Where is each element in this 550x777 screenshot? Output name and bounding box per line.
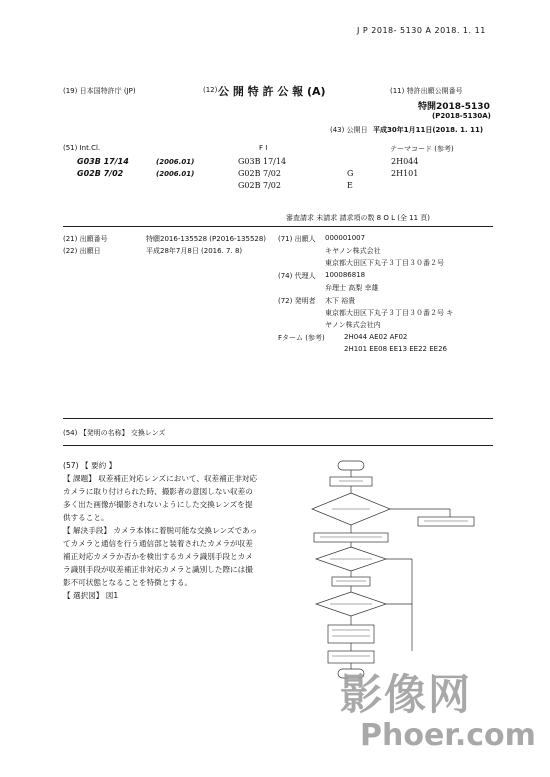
intcl-code: G03B 17/14: [77, 157, 129, 166]
publication-number-alt: (P2018-5130A): [432, 112, 491, 120]
flowchart-step: [314, 533, 388, 542]
abstract-line: 補正対応カメラか否かを検出するカメラ識別手段とカメ: [63, 552, 253, 561]
examination-status: 審査請求 未請求 請求項の数 8 O L (全 11 頁): [286, 214, 431, 222]
divider: [63, 226, 493, 227]
inventor-label: (72) 発明者: [278, 297, 316, 305]
publication-date: 平成30年1月11日(2018. 1. 11): [373, 126, 484, 134]
flowchart-step: [332, 577, 370, 586]
agent-id: 100086818: [325, 271, 366, 279]
fi-code: G02B 7/02: [238, 169, 281, 178]
abstract-line: 【 解決手段】 カメラ本体に着脱可能な交換レンズであっ: [63, 526, 258, 535]
inventor-address-cont: ヤノン株式会社内: [325, 321, 381, 329]
theme-code: 2H044: [391, 157, 419, 166]
f-term-line: 2H044 AE02 AF02: [344, 333, 408, 341]
intcl-version: (2006.01): [156, 170, 195, 178]
divider: [63, 418, 493, 419]
abstract-line: カメラに取り付けられた時、撮影者の意図しない収差の: [63, 487, 253, 496]
filing-date: 平成28年7月8日 (2016. 7. 8): [146, 247, 243, 255]
abstract-line: 【 課題】 収差補正対応レンズにおいて、収差補正非対応: [63, 474, 258, 483]
divider: [63, 445, 493, 446]
fi-code: G03B 17/14: [238, 157, 287, 166]
abstract-heading: (57) 【 要約 】: [63, 461, 117, 470]
flowchart-step: [418, 517, 474, 526]
intcl-code: G02B 7/02: [77, 169, 124, 178]
inventor-address: 東京都大田区下丸子３丁目３０番２号 キ: [325, 309, 454, 317]
applicant-id: 000001007: [325, 234, 366, 242]
fi-suffix: E: [347, 181, 353, 190]
fi-suffix: G: [347, 169, 354, 178]
inventor-name: 木下 裕貴: [325, 297, 356, 305]
theme-code: 2H101: [391, 169, 419, 178]
invention-title: (54) 【発明の名称】 交換レンズ: [63, 429, 166, 437]
abstract-line: 供すること。: [63, 513, 109, 522]
f-term-label: Fターム (参考): [278, 334, 325, 342]
agent-name: 弁理士 高梨 幸雄: [325, 284, 379, 292]
publication-number-label: (11) 特許出願公開番号: [390, 87, 463, 95]
abstract-line: 【 選択図】 図1: [63, 591, 119, 600]
applicant-name: キヤノン株式会社: [325, 247, 381, 255]
abstract-line: 多く出た画像が撮影されないようにした交換レンズを提: [63, 500, 253, 509]
document-reference: J P 2018- 5130 A 2018. 1. 11: [357, 26, 486, 35]
flowchart-step: [328, 625, 374, 643]
flowchart-figure: [300, 455, 490, 695]
abstract-line: ラ識別手段が収差補正非対応カメラと識別した際には撮: [63, 565, 253, 574]
f-term-line: 2H101 EE08 EE13 EE22 EE26: [344, 345, 447, 353]
abstract-line: てカメラと通信を行う通信部と装着されたカメラが収差: [63, 539, 253, 548]
patent-office: (19) 日本国特許庁 (JP): [63, 87, 136, 95]
intcl-label: (51) Int.Cl.: [63, 144, 101, 152]
abstract-line: 影不可状態となることを特徴とする。: [63, 578, 193, 587]
theme-code-label: テーマコード (参考): [390, 145, 454, 153]
abstract: [63, 461, 291, 602]
fi-code: G02B 7/02: [238, 181, 281, 190]
fi-label: F I: [259, 144, 268, 152]
publication-number: 特開2018-5130: [418, 102, 490, 112]
kind-label: (12): [203, 86, 218, 94]
publication-kind: 公 開 特 許 公 報 (A): [218, 85, 326, 98]
application-number-label: (21) 出願番号: [63, 235, 108, 243]
publication-date-label: (43) 公開日: [330, 126, 368, 134]
watermark-logo: 影像网: [340, 670, 473, 719]
applicant-label: (71) 出願人: [278, 235, 316, 243]
application-number: 特願2016-135528 (P2016-135528): [146, 235, 267, 243]
agent-label: (74) 代理人: [278, 272, 316, 280]
watermark-site: Phoer.com: [360, 718, 536, 753]
applicant-address: 東京都大田区下丸子３丁目３０番２号: [325, 259, 444, 267]
flowchart-step: [330, 477, 372, 486]
intcl-version: (2006.01): [156, 158, 195, 166]
filing-date-label: (22) 出願日: [63, 247, 101, 255]
flowchart-start: [338, 461, 364, 470]
